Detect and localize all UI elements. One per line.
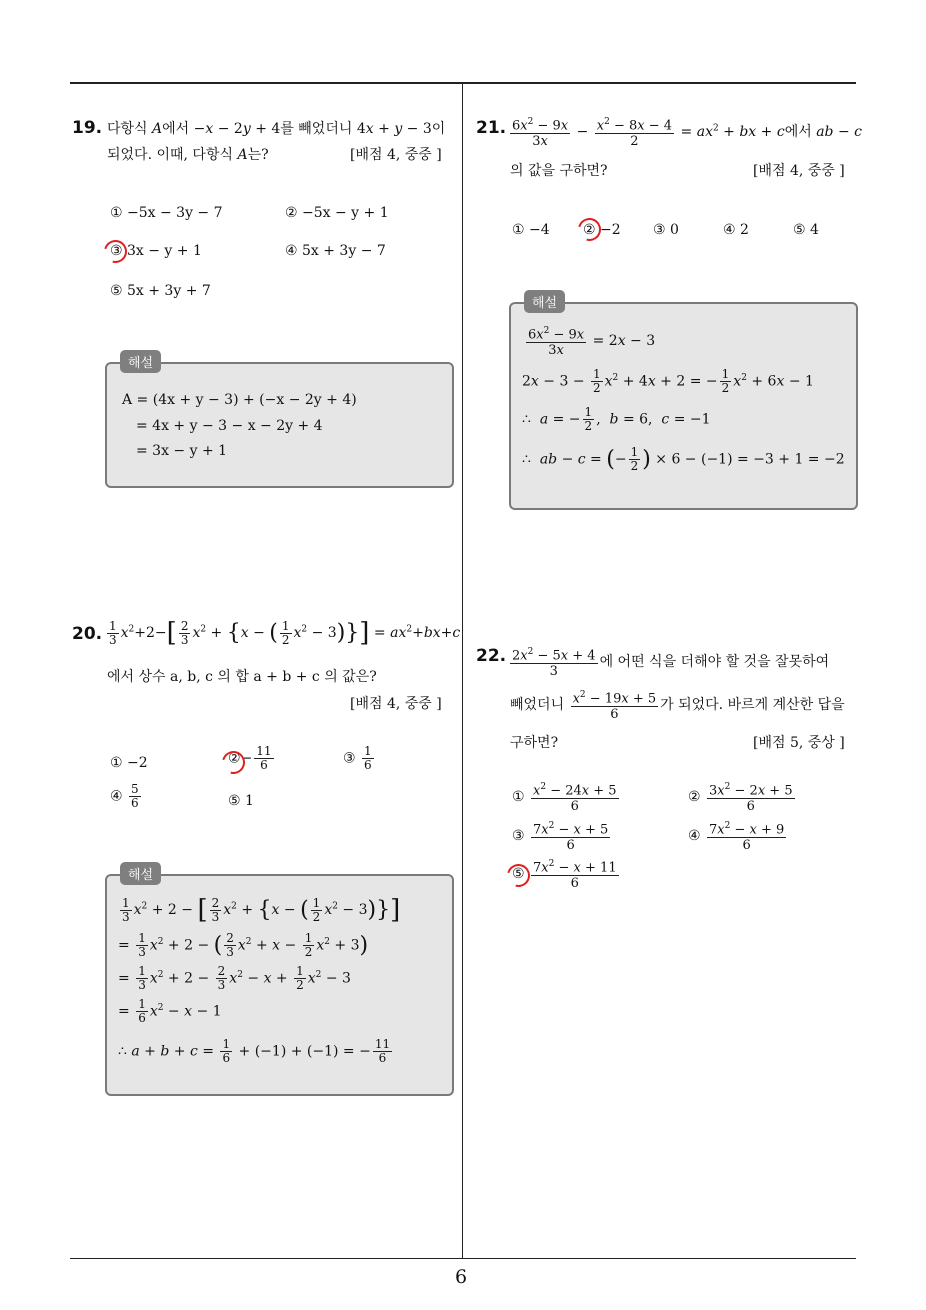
q21-choice-3[interactable]: ③ 0 (653, 222, 679, 238)
q21-solution-line-2: 2x − 3 − $\frac{1}{2}$ $x^2 + 4x + 2$ = − $\frac{1}{2}$ $x^2 + 6x - 1$ (522, 367, 814, 395)
q22-choice-1[interactable]: ① $\frac{x^2 - 24x + 5}{6}$ (512, 782, 617, 815)
q21-choice-5[interactable]: ⑤ 4 (793, 222, 819, 238)
q19-line1: 다항식 A에서 −x − 2y + 4를 빼었더니 4x + y − 3이 (107, 121, 446, 137)
page-number: 6 (455, 1266, 468, 1288)
q21-choice-4[interactable]: ④ 2 (723, 222, 749, 238)
q19-choice-2[interactable]: ② −5x − y + 1 (285, 205, 389, 221)
q22-line3: 구하면? (510, 735, 559, 751)
q21-choice-1[interactable]: ① −4 (512, 222, 550, 238)
q22-line2: 빼었더니 $\frac{x^2 - 19x + 5}{6}$ 가 되었다. 바르게 계산한 답을 (510, 690, 845, 723)
q22-number: 22. (476, 646, 507, 666)
q20-number: 20. (72, 624, 103, 644)
q20-score: [배점 4, 중중 ] (350, 696, 442, 712)
bottom-rule (70, 1258, 856, 1259)
q21-solution-line-3: ∴ a = − $\frac{1}{2}$ , b = 6, c = −1 (522, 405, 711, 433)
q19-choice-1[interactable]: ① −5x − 3y − 7 (110, 205, 223, 221)
q19-solution-line-2: = 4x + y − 3 − x − 2y + 4 (136, 418, 323, 434)
q20-solution-line-3: = $\frac{1}{3}$ $x^2 + 2$ − $\frac{2}{3}$ $x^2 - x$ + $\frac{1}{2}$ $x^2 - 3$ (118, 964, 351, 992)
q22-choice-2[interactable]: ② $\frac{3x^2 - 2x + 5}{6}$ (688, 782, 793, 815)
q22-line1: $\frac{2x^2 - 5x + 4}{3}$ 에 어떤 식을 더해야 할 것을 잘못하여 (512, 647, 830, 680)
q21-line2: 의 값을 구하면? (510, 163, 608, 179)
q20-equation: $\frac{1}{3}$ $x^2+2-$[ $\frac{2}{3}$ $x^2 + \{x$ − ( $\frac{1}{2}$ $x^2 - 3)\}] = ax^2+bx+c$ (109, 618, 461, 648)
q20-solution-label: 해설 (120, 862, 161, 885)
q20-choice-1[interactable]: ① −2 (110, 755, 148, 771)
q21-solution-line-4: ∴ ab − c = (− $\frac{1}{2}$ ) × 6 − (−1) = −3 + 1 = −2 (522, 445, 845, 473)
q19-solution-line-1: A = (4x + y − 3) + (−x − 2y + 4) (122, 392, 357, 408)
q21-answer-mark (574, 214, 605, 245)
q21-solution-label: 해설 (524, 290, 565, 313)
q22-choice-4[interactable]: ④ $\frac{7x^2 - x + 9}{6}$ (688, 821, 785, 854)
q21-score: [배점 4, 중중 ] (753, 163, 845, 179)
q21-solution-line-1: $\frac{6x^2 - 9x}{3x}$ = 2x − 3 (528, 326, 656, 359)
q22-choice-3[interactable]: ③ $\frac{7x^2 - x + 5}{6}$ (512, 821, 609, 854)
q19-solution-line-3: = 3x − y + 1 (136, 443, 228, 459)
q22-choice-5[interactable]: ⑤ $\frac{7x^2 - x + 11}{6}$ (512, 859, 617, 892)
q19-choice-4[interactable]: ④ 5x + 3y − 7 (285, 243, 386, 259)
q21-number: 21. (476, 118, 507, 138)
q20-choice-4[interactable]: ④ $\frac{5}{6}$ (110, 782, 139, 810)
top-rule (70, 82, 856, 84)
q19-line2: 되었다. 이때, 다항식 A는? (107, 147, 269, 163)
q20-solution-line-5: ∴ a + b + c = $\frac{1}{6}$ + (−1) + (−1) = − $\frac{11}{6}$ (118, 1037, 391, 1065)
q20-choice-2[interactable]: ②− $\frac{11}{6}$ (228, 744, 272, 772)
q22-score: [배점 5, 중상 ] (753, 735, 845, 751)
q19-choice-5[interactable]: ⑤ 5x + 3y + 7 (110, 283, 211, 299)
q20-line2: 에서 상수 a, b, c 의 합 a + b + c 의 값은? (107, 669, 377, 685)
q19-answer-mark (100, 236, 131, 267)
q20-solution-line-2: = $\frac{1}{3}$ $x^2 + 2$ − ( $\frac{2}{3}$ $x^2 + x$ − $\frac{1}{2}$ $x^2 + 3$) (118, 931, 369, 959)
q20-choice-5[interactable]: ⑤ 1 (228, 793, 254, 809)
q19-choice-3[interactable]: ③ 3x − y + 1 (110, 243, 202, 259)
q21-choice-2[interactable]: ② −2 (583, 222, 621, 238)
q19-number: 19. (72, 118, 103, 138)
column-divider (462, 84, 463, 1259)
q20-solution-line-4: = $\frac{1}{6}$ $x^2 - x - 1$ (118, 997, 222, 1025)
q19-solution-label: 해설 (120, 350, 161, 373)
q20-solution-line-1: $\frac{1}{3}$ $x^2 + 2$ − [ $\frac{2}{3}$ $x^2 + \{x$ − ( $\frac{1}{2}$ $x^2 - 3$)}] (122, 895, 401, 925)
q21-equation: $\frac{6x^2 - 9x}{3x}$ − $\frac{x^2 - 8x - 4}{2}$ = $ax^2$ + bx + c에서 ab − c (512, 117, 862, 150)
q20-choice-3[interactable]: ③ $\frac{1}{6}$ (343, 744, 372, 772)
q19-score: [배점 4, 중중 ] (350, 147, 442, 163)
